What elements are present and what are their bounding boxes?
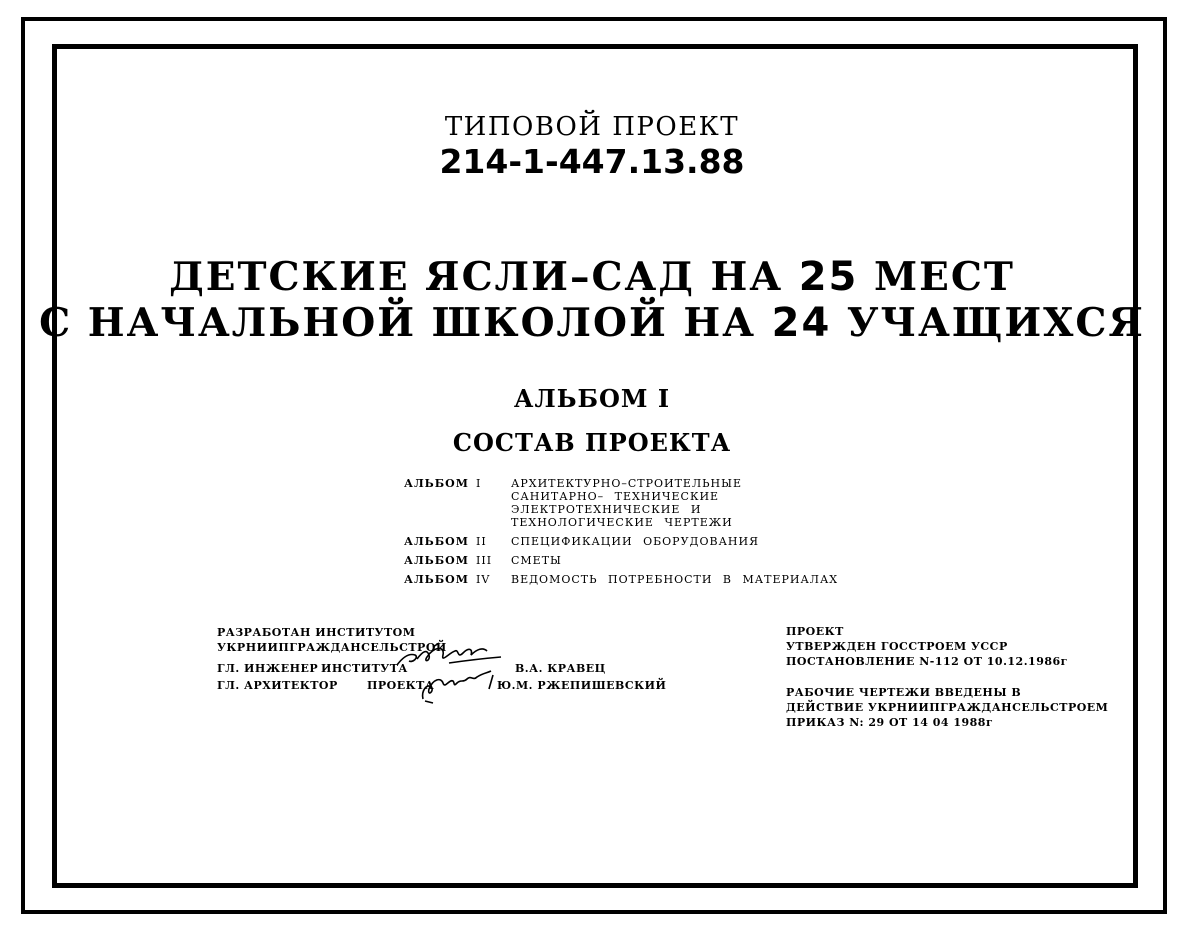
drawings-line-2: ДЕЙСТВИЕ УКРНИИПГРАЖДАНСЕЛЬСТРОЕМ bbox=[786, 701, 1109, 714]
album-description: ВЕДОМОСТЬ ПОТРЕБНОСТИ В МАТЕРИАЛАХ bbox=[511, 573, 839, 586]
composition-title: СОСТАВ ПРОЕКТА bbox=[452, 428, 732, 457]
approved-by: УТВЕРЖДЕН ГОССТРОЕМ УССР bbox=[786, 640, 1008, 653]
chief-architect-name: Ю.М. РЖЕПИШЕВСКИЙ bbox=[497, 679, 667, 692]
album-name: АЛЬБОМ bbox=[404, 573, 469, 586]
album-row-4 bbox=[404, 573, 841, 586]
album-description: СПЕЦИФИКАЦИИ ОБОРУДОВАНИЯ bbox=[511, 535, 759, 548]
chief-engineer-org: ИНСТИТУТА bbox=[321, 662, 408, 675]
title-line-2-text-a: С НАЧАЛЬНОЙ ШКОЛОЙ НА bbox=[39, 300, 757, 346]
album-row-1 bbox=[404, 477, 841, 529]
title-line-2 bbox=[0, 300, 1184, 346]
order: ПРИКАЗ N: 29 ОТ 14 04 1988г bbox=[786, 716, 994, 729]
album-row-2 bbox=[404, 535, 841, 548]
title-line-1-text-b: МЕСТ bbox=[873, 254, 1015, 300]
chief-engineer-role: ГЛ. ИНЖЕНЕР bbox=[217, 662, 319, 675]
chief-engineer-name: В.А. КРАВЕЦ bbox=[515, 662, 606, 675]
title-line-2-text-b: УЧАЩИХСЯ bbox=[846, 300, 1145, 346]
chief-architect-role: ГЛ. АРХИТЕКТОР bbox=[217, 679, 338, 692]
approval-project: ПРОЕКТ bbox=[786, 625, 844, 638]
title-line-1-text-a: ДЕТСКИЕ ЯСЛИ–САД НА bbox=[169, 254, 784, 300]
album-title: АЛЬБОМ I bbox=[513, 384, 671, 413]
drawings-line-1: РАБОЧИЕ ЧЕРТЕЖИ ВВЕДЕНЫ В bbox=[786, 686, 1022, 699]
developed-by: РАЗРАБОТАН ИНСТИТУТОМ bbox=[217, 626, 416, 639]
chief-architect-org: ПРОЕКТА bbox=[367, 679, 435, 692]
chief-architect-signature bbox=[417, 665, 507, 705]
project-label: ТИПОВОЙ ПРОЕКТ bbox=[444, 112, 740, 142]
project-code: 214-1-447.13.88 bbox=[439, 142, 745, 181]
places-count: 25 bbox=[798, 254, 859, 300]
album-numeral: IV bbox=[476, 573, 491, 586]
decree: ПОСТАНОВЛЕНИЕ N-112 ОТ 10.12.1986г bbox=[786, 655, 1068, 668]
album-numeral: II bbox=[476, 535, 487, 548]
album-name: АЛЬБОМ bbox=[404, 554, 469, 567]
album-name: АЛЬБОМ bbox=[404, 535, 469, 548]
institute-name: УКРНИИПГРАЖДАНСЕЛЬСТРОЙ bbox=[217, 641, 447, 654]
albums-list bbox=[404, 477, 841, 592]
developer-block bbox=[217, 625, 667, 695]
chief-architect-row bbox=[217, 678, 667, 695]
album-row-3 bbox=[404, 554, 841, 567]
album-description: АРХИТЕКТУРНО–СТРОИТЕЛЬНЫЕ САНИТАРНО– ТЕХНИЧЕСКИЕ ЭЛЕКТРОТЕХНИЧЕСКИЕ И ТЕХНОЛОГИЧЕСКИЕ ЧЕРТЕЖИ bbox=[511, 477, 743, 529]
album-description: СМЕТЫ bbox=[511, 554, 562, 567]
approval-block bbox=[786, 624, 1108, 730]
album-name: АЛЬБОМ bbox=[404, 477, 469, 490]
students-count: 24 bbox=[771, 300, 832, 346]
album-numeral: I bbox=[476, 477, 482, 490]
title-line-1 bbox=[0, 254, 1184, 300]
album-numeral: III bbox=[476, 554, 493, 567]
